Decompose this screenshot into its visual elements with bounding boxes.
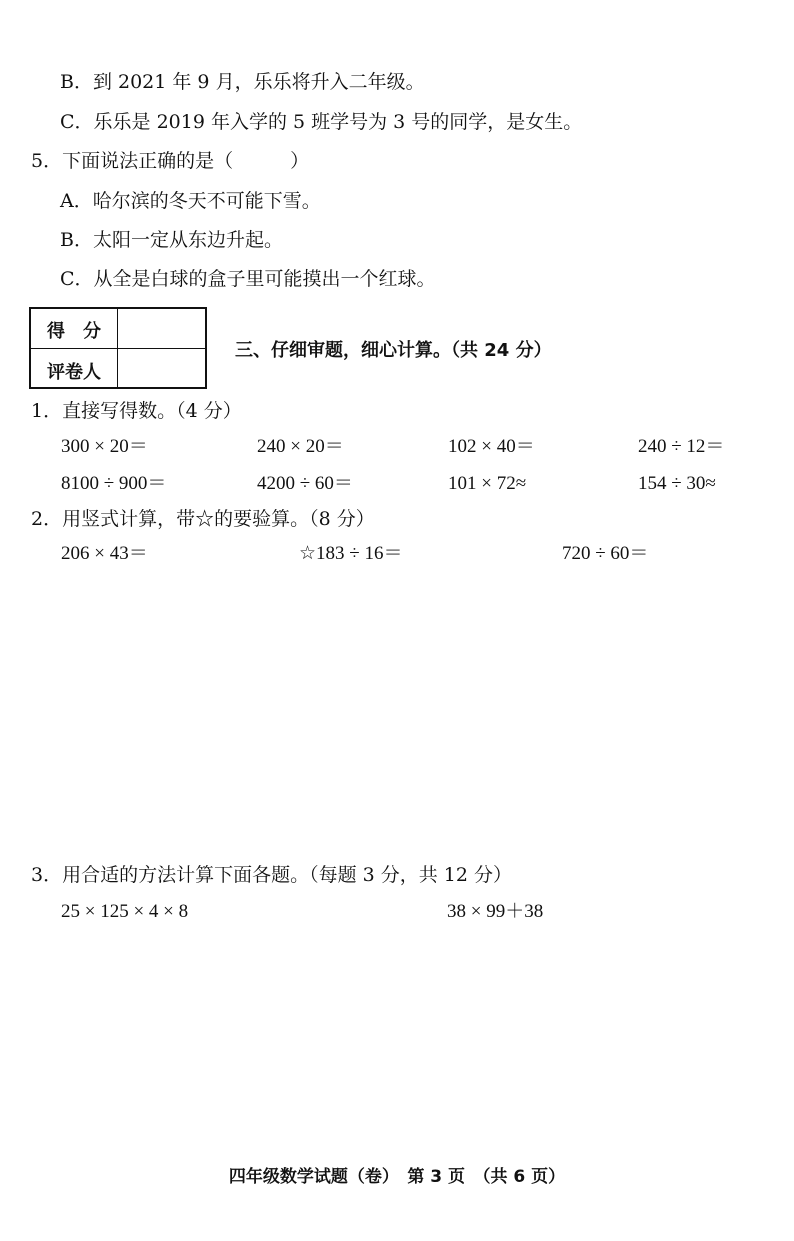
q3-item: 25 × 125 × 4 × 8 [61, 901, 189, 922]
score-box-divider-horizontal [31, 348, 205, 349]
q3-stem: 3．用合适的方法计算下面各题。（每题 3 分，共 12 分） [31, 864, 513, 886]
q1-stem: 1．直接写得数。（4 分） [31, 400, 242, 422]
score-label: 得 分 [47, 321, 101, 342]
q1-item: 102 × 40＝ [448, 436, 535, 457]
q3-item: 38 × 99＋38 [447, 901, 544, 922]
grader-label: 评卷人 [47, 362, 101, 383]
q1-item: 300 × 20＝ [61, 436, 148, 457]
q5-option-b: B．太阳一定从东边升起。 [60, 229, 283, 251]
q1-item: 240 × 20＝ [257, 436, 344, 457]
q2-stem: 2．用竖式计算，带☆的要验算。（8 分） [31, 508, 375, 530]
section-title: 三、仔细审题，细心计算。（共 24 分） [235, 340, 552, 361]
q1-item: 101 × 72≈ [448, 473, 527, 494]
q5-stem: 5．下面说法正确的是（ ） [31, 150, 310, 172]
q1-item: 8100 ÷ 900＝ [61, 473, 167, 494]
q5-option-a: A．哈尔滨的冬天不可能下雪。 [60, 190, 321, 212]
q1-item: 4200 ÷ 60＝ [257, 473, 353, 494]
q4-option-b: B．到 2021 年 9 月，乐乐将升入二年级。 [60, 71, 425, 93]
q1-item: 154 ÷ 30≈ [638, 473, 716, 494]
page-footer: 四年级数学试题（卷） 第 3 页 （共 6 页） [228, 1167, 566, 1187]
q2-item: 206 × 43＝ [61, 543, 148, 564]
score-box [29, 307, 207, 389]
q4-option-c: C．乐乐是 2019 年入学的 5 班学号为 3 号的同学，是女生。 [60, 111, 583, 133]
q5-option-c: C．从全是白球的盒子里可能摸出一个红球。 [60, 268, 436, 290]
q2-item: 720 ÷ 60＝ [562, 543, 649, 564]
q1-item: 240 ÷ 12＝ [638, 436, 725, 457]
q2-item: ☆183 ÷ 16＝ [299, 543, 403, 564]
